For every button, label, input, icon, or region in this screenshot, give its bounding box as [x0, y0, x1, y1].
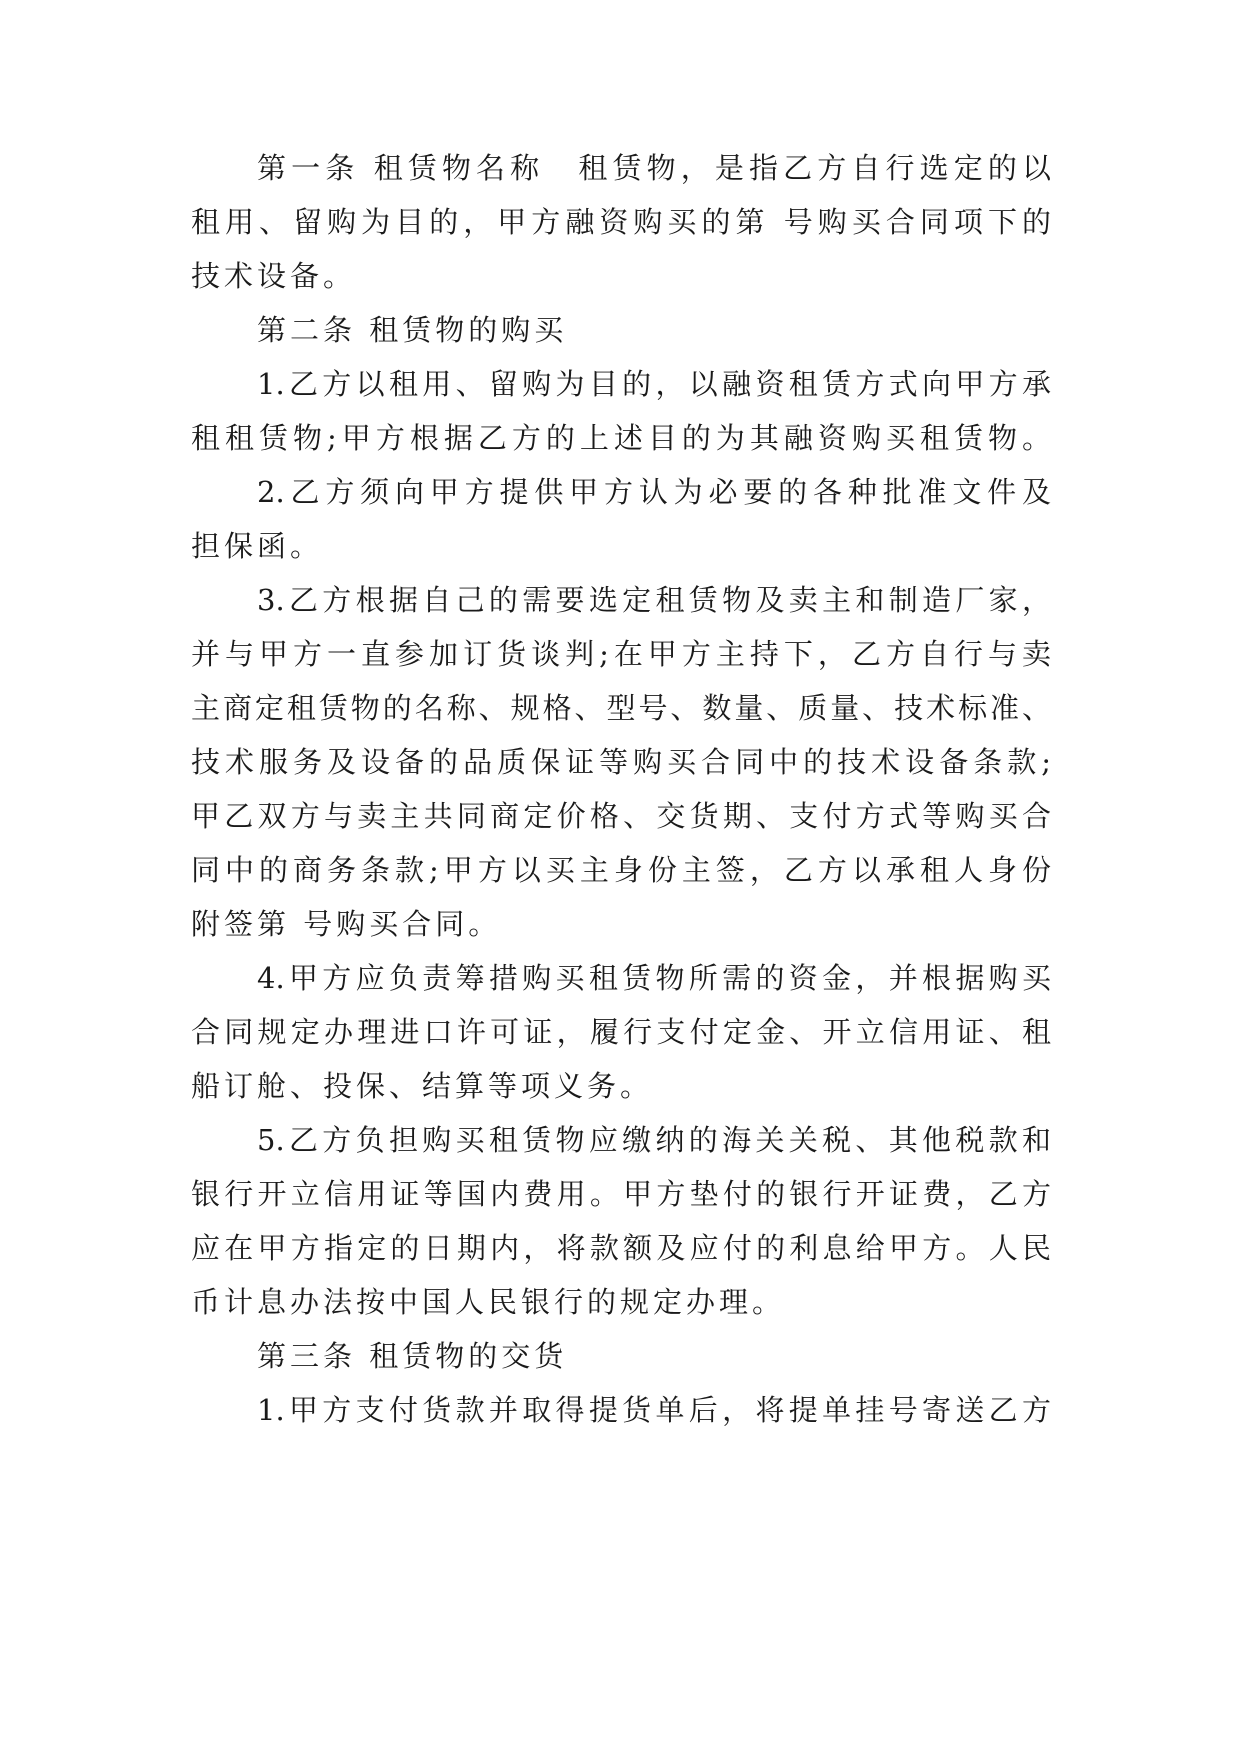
text-line: 租租赁物;甲方根据乙方的上述目的为其融资购买租赁物。 — [191, 421, 1051, 455]
text-line: 并与甲方一直参加订货谈判;在甲方主持下，乙方自行与卖 — [191, 637, 1051, 671]
text-line: 甲乙双方与卖主共同商定价格、交货期、支付方式等购买合 — [191, 799, 1051, 833]
article-1-heading-line: 第一条 租赁物名称 租赁物，是指乙方自行选定的以 — [257, 151, 1051, 185]
text-line: 技术设备。 — [191, 259, 357, 293]
article-3-heading: 第三条 租赁物的交货 — [257, 1339, 568, 1373]
text-line: 主商定租赁物的名称、规格、型号、数量、质量、技术标准、 — [191, 691, 1051, 725]
text-line: 附签第 号购买合同。 — [191, 907, 502, 941]
text-line: 租用、留购为目的，甲方融资购买的第 号购买合同项下的 — [191, 205, 1051, 239]
text-line: 船订舱、投保、结算等项义务。 — [191, 1069, 654, 1103]
text-line: 同中的商务条款;甲方以买主身份主签，乙方以承租人身份 — [191, 853, 1051, 887]
clause-line: 1.甲方支付货款并取得提货单后，将提单挂号寄送乙方 — [257, 1393, 1051, 1427]
text-line: 应在甲方指定的日期内，将款额及应付的利息给甲方。人民 — [191, 1231, 1051, 1265]
text-line: 担保函。 — [191, 529, 324, 563]
clause-line: 2.乙方须向甲方提供甲方认为必要的各种批准文件及 — [257, 475, 1051, 509]
text-line: 币计息办法按中国人民银行的规定办理。 — [191, 1285, 786, 1319]
text-line: 银行开立信用证等国内费用。甲方垫付的银行开证费，乙方 — [191, 1177, 1051, 1211]
clause-line: 4.甲方应负责筹措购买租赁物所需的资金，并根据购买 — [257, 961, 1051, 995]
clause-line: 5.乙方负担购买租赁物应缴纳的海关关税、其他税款和 — [257, 1123, 1051, 1157]
article-2-heading: 第二条 租赁物的购买 — [257, 313, 568, 347]
clause-line: 1.乙方以租用、留购为目的，以融资租赁方式向甲方承 — [257, 367, 1051, 401]
clause-line: 3.乙方根据自己的需要选定租赁物及卖主和制造厂家， — [257, 583, 1051, 617]
text-line: 合同规定办理进口许可证，履行支付定金、开立信用证、租 — [191, 1015, 1051, 1049]
text-line: 技术服务及设备的品质保证等购买合同中的技术设备条款; — [191, 745, 1051, 779]
